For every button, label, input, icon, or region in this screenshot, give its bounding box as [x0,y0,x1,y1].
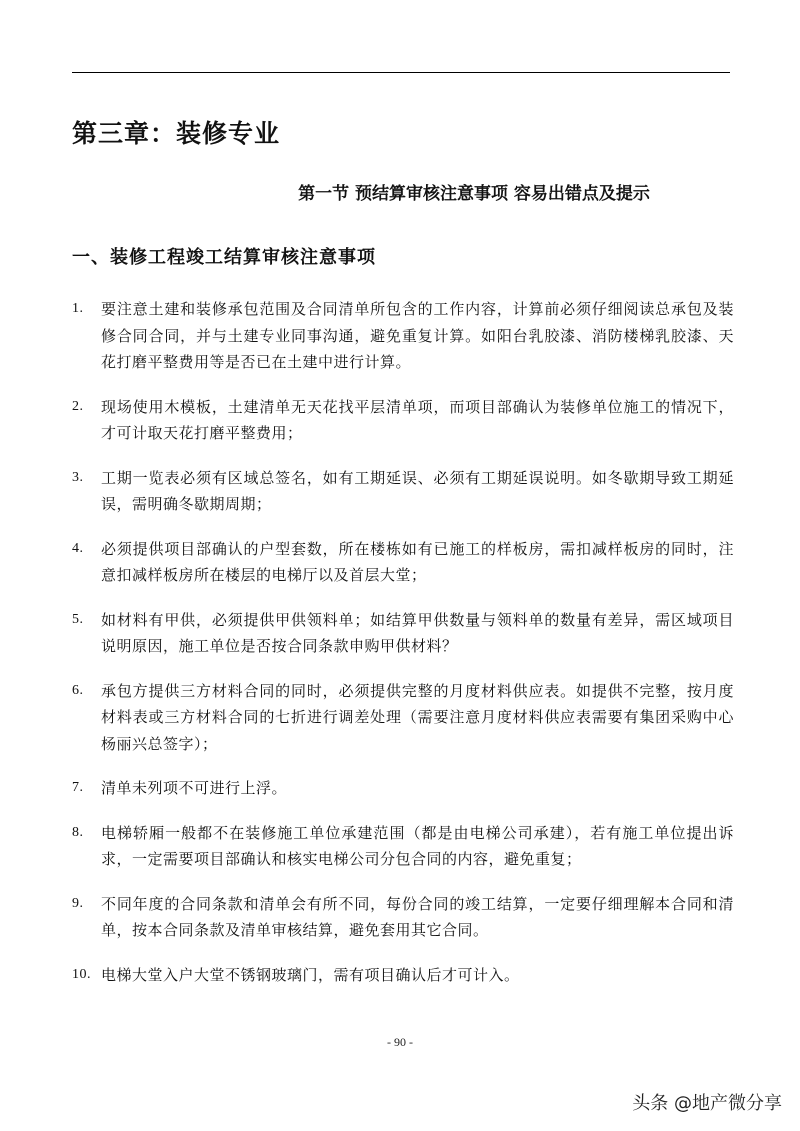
item-text: 必须提供项目部确认的户型套数，所在楼栋如有已施工的样板房，需扣减样板房的同时，注意扣减样板房所在楼层的电梯厅以及首层大堂； [101,539,734,584]
item-number: 7. [72,780,84,795]
list-item [72,296,734,376]
list-item [72,465,734,518]
list-item [72,820,734,873]
item-number: 2. [72,398,84,414]
item-text: 承包方提供三方材料合同的同时，必须提供完整的月度材料供应表。如提供不完整，按月度材料表或三方材料合同的七折进行调差处理（需要注意月度材料供应表需要有集团采购中心杨丽兴总签字）； [101,681,734,753]
list-item [72,775,734,802]
item-number: 3. [72,469,84,485]
item-text: 电梯轿厢一般都不在装修施工单位承建范围（都是由电梯公司承建），若有施工单位提出诉求，一定需要项目部确认和核实电梯公司分包合同的内容，避免重复； [101,823,734,868]
list-item [72,607,734,660]
item-number: 5. [72,611,84,627]
item-number: 6. [72,682,84,698]
subsection-title: 一、装修工程竣工结算审核注意事项 [72,247,376,268]
page-number: - 90 - [387,1035,413,1049]
list-item [72,394,734,447]
header-rule [72,72,730,73]
item-number: 1. [72,301,84,316]
item-number: 4. [72,540,84,556]
list-item [72,536,734,589]
watermark: 头条 @地产微分享 [632,1093,782,1114]
item-text: 现场使用木模板，土建清单无天花找平层清单项，而项目部确认为装修单位施工的情况下，才可计取天花打磨平整费用； [101,397,734,442]
item-number: 8. [72,824,84,840]
item-text: 要注意土建和装修承包范围及合同清单所包含的工作内容，计算前必须仔细阅读总承包及装修合同合同，并与土建专业同事沟通，避免重复计算。如阳台乳胶漆、消防楼梯乳胶漆、天花打磨平整费用等是否已在土建中进行计算。 [101,300,734,371]
item-text: 电梯大堂入户大堂不锈钢玻璃门，需有项目确认后才可计入。 [101,965,520,984]
item-text: 不同年度的合同条款和清单会有所不同，每份合同的竣工结算，一定要仔细理解本合同和清单，按本合同条款及清单审核结算，避免套用其它合同。 [101,894,734,939]
item-text: 工期一览表必须有区域总签名，如有工期延误、必须有工期延误说明。如冬歇期导致工期延误，需明确冬歇期周期； [101,468,734,513]
notes-list [72,296,734,1006]
list-item [72,678,734,758]
item-number: 10. [72,966,91,982]
chapter-title: 第三章：装修专业 [72,119,281,148]
list-item [72,891,734,944]
item-text: 清单未列项不可进行上浮。 [101,779,288,797]
item-text: 如材料有甲供，必须提供甲供领料单；如结算甲供数量与领料单的数量有差异，需区域项目说明原因，施工单位是否按合同条款申购甲供材料？ [101,610,734,655]
item-number: 9. [72,895,84,911]
section-title: 第一节 预结算审核注意事项 容易出错点及提示 [298,184,650,204]
list-item [72,962,734,989]
